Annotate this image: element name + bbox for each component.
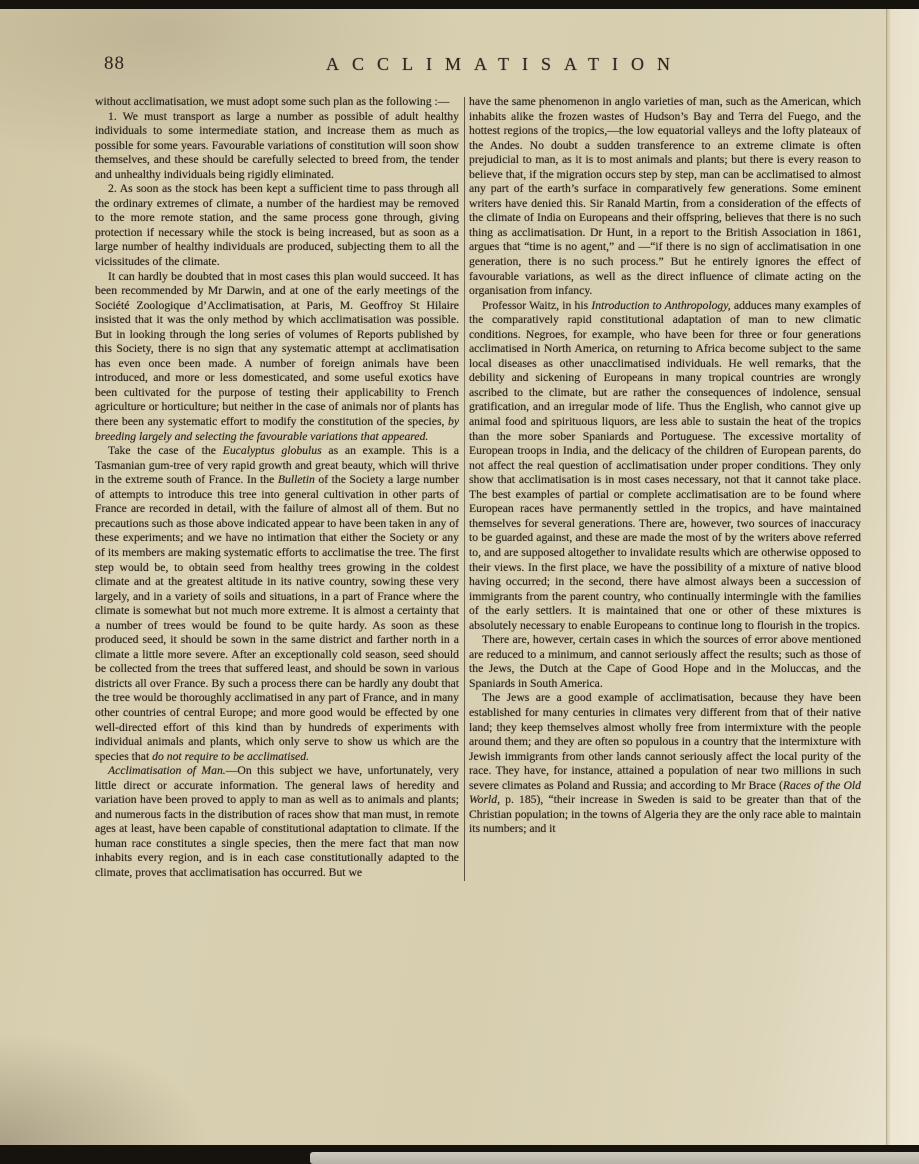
text-run: —On this subject we have, unfortunately, very little direct or accurate information. The general laws of heredity and variation have been proved to apply to man as well as to animals and plants; and numerous facts in the distribution of races show that man must, in remote ages at least, have been capable of constitutional adaptation to climate. If the human race constitutes a single species, then the mere fact that man now inhabits every region, and is in each case constitutionally adapted to the climate, proves that acclimatisation has occurred. But we bbox=[95, 764, 460, 879]
paragraph bbox=[95, 182, 459, 269]
paragraph bbox=[469, 633, 861, 691]
italic-text-run: Bulletin bbox=[277, 473, 315, 487]
text-run: p. 185), “their increase in Sweden is said to be greater than that of the Christian population; in the towns of Algeria they are the only race able to maintain its numbers; and it bbox=[469, 793, 861, 836]
right-column bbox=[469, 95, 861, 881]
scanned-book-page bbox=[0, 9, 919, 1145]
italic-text-run: Acclimatisation of Man. bbox=[108, 764, 226, 778]
paragraph bbox=[95, 270, 459, 445]
left-column bbox=[95, 95, 459, 881]
text-run: 1. We must transport as large a number as possible of adult healthy individuals to some intermediate station, and increase them as much as possible for some years. Favourable variations of constitution will soon show themselves, and these should be carefully selected to breed from, the tender and unhealthy individuals being rigidly eliminated. bbox=[95, 109, 459, 181]
italic-text-run: Introduction to Anthropology, bbox=[591, 298, 731, 312]
scan-top-edge bbox=[0, 0, 919, 9]
running-title: ACCLIMATISATION bbox=[326, 54, 683, 74]
text-run: Take the case of the bbox=[108, 444, 223, 458]
text-run: of the Society a large number of attempts to introduce this tree into general cultivation in other parts of France are recorded in detail, with the failure of almost all of them. But no precautions such as those above indicated appear to have been taken in any of these experiments; and we have no intimation that either the Society or any of its members are making systematic efforts to acclimatise the tree. The first step would be, to obtain seed from healthy trees growing in the coldest climate and at the greatest altitude in its native country, sowing these very largely, and in a variety of soils and situations, in a part of France where the climate is somewhat but not much more extreme. It is almost a certainty that a number of trees would be found to be quite hardy. As soon as these produced seed, it should be sown in the same district and farther north in a climate a little more severe. After an exceptionally cold season, seed should be collected from the trees that suffered least, and should be sown in various districts all over France. By such a process there can be hardly any doubt that the tree would be thoroughly acclimatised in any part of France, and in many other countries of central Europe; and more good would be effected by one well-directed effort of this kind than by hundreds of experiments with individual animals and plants, which only serve to show us which are the species that bbox=[95, 473, 459, 763]
text-run: Professor Waitz, in his bbox=[482, 298, 592, 312]
italic-text-run: by breeding largely and selecting the favourable variations that appeared. bbox=[95, 415, 459, 443]
paragraph bbox=[95, 764, 459, 880]
text-run: There are, however, certain cases in which the sources of error above mentioned are reduced to a minimum, and cannot seriously affect the results; such as those of the Jews, the Dutch at the Cape of Good Hope and in the Moluccas, and the Spaniards in South America. bbox=[469, 633, 861, 690]
text-run: as an example. This is a Tasmanian gum-tree of very rapid growth and great beauty, which will thrive in the extreme south of France. In the bbox=[95, 444, 459, 487]
text-block bbox=[95, 95, 863, 881]
paragraph bbox=[469, 95, 861, 299]
page-number: 88 bbox=[104, 53, 125, 74]
page-edge-fold-line bbox=[886, 9, 887, 1145]
italic-text-run: Eucalyptus globulus bbox=[222, 444, 322, 458]
column-divider-rule bbox=[464, 97, 465, 881]
text-run: adduces many examples of the comparatively rapid constitutional adaptation of man to new climatic conditions. Negroes, for example, who have been for three or four generations acclimatised in North America, on returning to Africa become subject to the same local diseases as other unacclimatised individuals. He well remarks, that the debility and sickening of Europeans in many tropical countries are wrongly ascribed to the climate, but are rather the consequences of indolence, sensual gratification, and an irregular mode of life. Thus the English, who cannot give up animal food and spirituous liquors, are less able to sustain the heat of the tropics than the more sober Spaniards and Portuguese. The excessive mortality of European troops in India, and the delicacy of the children of European parents, do not affect the real question of acclimatisation under proper conditions. They only show that acclimatisation is in most cases necessary, not that it cannot take place. The best examples of partial or complete acclimatisation are to be found where European races have permanently settled in the tropics, and have maintained themselves for several generations. There are, however, two sources of inaccuracy to be guarded against, and these are made the most of by the writers above referred to, and are supposed altogether to invalidate results which are otherwise opposed to their views. In the first place, we have the possibility of a mixture of native blood having occurred; in the second, there have almost always been a succession of immigrants from the parent country, who continually intermingle with the families of the early settlers. It is maintained that one or other of these mixtures is absolutely necessary to enable Europeans to continue long to flourish in the tropics. bbox=[469, 298, 861, 632]
paragraph bbox=[95, 95, 459, 110]
paragraph bbox=[95, 110, 459, 183]
paragraph bbox=[469, 299, 861, 634]
page-header bbox=[0, 47, 919, 83]
text-run: without acclimatisation, we must adopt some such plan as the following :— bbox=[95, 95, 450, 108]
italic-text-run: do not require to be acclimatised. bbox=[152, 749, 310, 763]
text-run: 2. As soon as the stock has been kept a sufficient time to pass through all the ordinary extremes of climate, a number of the hardiest may be removed to the more remote station, and the same process gone through, giving protection if necessary while the stock is being increased, but as soon as a large number of healthy individuals are produced, subjecting them to all the vicissitudes of the climate. bbox=[95, 182, 459, 269]
text-run: have the same phenomenon in anglo varieties of man, such as the American, which inhabits alike the frozen wastes of Hudson’s Bay and Terra del Fuego, and the hottest regions of the tropics,—the low equatorial valleys and the lofty plateaux of the Andes. No doubt a sudden transference to an extreme climate is often prejudicial to man, as it is to most animals and plants; but there is every reason to believe that, if the migration occurs step by step, man can be acclimatised to almost any part of the earth’s surface in comparatively few generations. Some eminent writers have denied this. Sir Ranald Martin, from a consideration of the effects of the climate of India on Europeans and their offspring, believes that there is no such thing as acclimatisation. Dr Hunt, in a report to the British Association in 1861, argues that “time is no agent,” and —“if there is no sign of acclimatisation in one generation, there is no such process.” But he entirely ignores the effect of favourable variations, as well as the direct influence of climate acting on the organisation from infancy. bbox=[469, 95, 861, 298]
scan-bottom-table-strip bbox=[310, 1152, 919, 1164]
paragraph bbox=[95, 444, 459, 764]
text-run: It can hardly be doubted that in most cases this plan would succeed. It has been recommended by Mr Darwin, and at one of the early meetings of the Société Zoologique d’Acclimatisation, at Paris, M. Geoffroy St Hilaire insisted that it was the only method by which acclimatisation was possible. But in looking through the long series of volumes of Reports published by this Society, there is no sign that any systematic attempt at acclimatisation has even once been made. A number of foreign animals have been introduced, and more or less domesticated, and some useful exotics have been cultivated for the purpose of testing their applicability to French agriculture or horticulture; but neither in the case of animals nor of plants has there been any systematic effort to modify the constitution of the species, bbox=[95, 269, 459, 429]
paragraph bbox=[469, 691, 861, 836]
text-run: The Jews are a good example of acclimatisation, because they have been established for many centuries in climates very different from that of their native land; they keep themselves almost wholly free from intermixture with the people around them; and they are often so populous in a country that the intermixture with Jewish immigrants from other lands cannot seriously affect the local purity of the race. They have, for instance, attained a population of near two millions in such severe climates as Poland and Russia; and according to Mr Brace ( bbox=[469, 691, 861, 792]
italic-text-run: Races of the Old World, bbox=[469, 778, 861, 807]
